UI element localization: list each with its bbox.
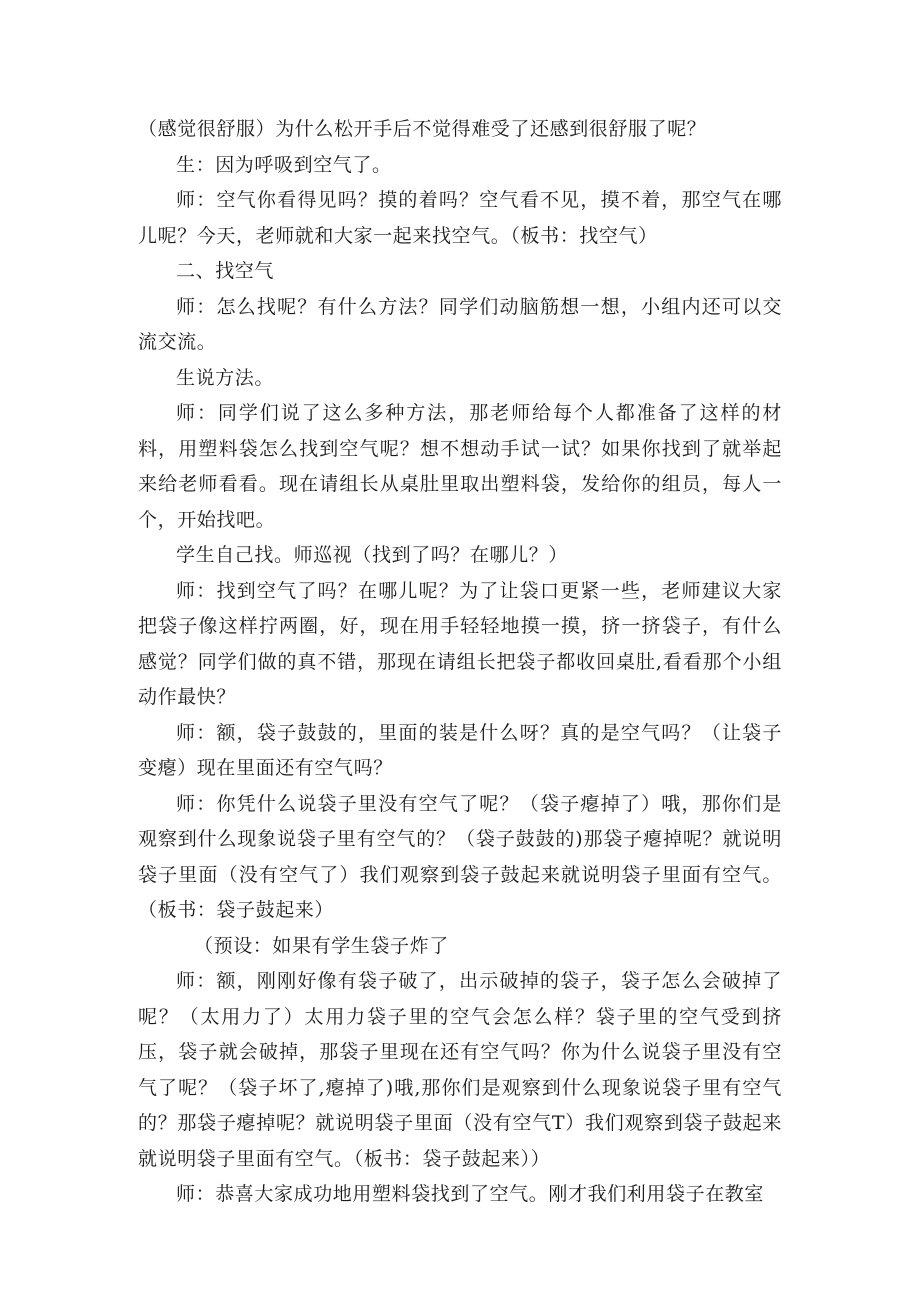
paragraph-5: 师：怎么找呢？有什么方法？同学们动脑筋想一想，小组内还可以交流交流。 bbox=[138, 295, 782, 353]
paragraph-12: （预设：如果有学生袋子炸了 bbox=[194, 934, 449, 957]
paragraph-2: 生：因为呼吸到空气了。 bbox=[176, 153, 392, 176]
paragraph-1: （感觉很舒服）为什么松开手后不觉得难受了还感到很舒服了呢？ bbox=[138, 118, 707, 140]
paragraph-7: 师：同学们说了这么多种方法，那老师给每个人都准备了这样的材料，用塑料袋怎么找到空气呢？想不想动手试一试？如果你找到了就举起来给老师看看。现在请组长从桌肚里取出塑料袋，发给你的组员，每人一个，开始找吧。 bbox=[138, 402, 782, 531]
paragraph-3: 师：空气你看得见吗？摸的着吗？空气看不见，摸不着，那空气在哪儿呢？今天，老师就和大家一起来找空气。（板书：找空气） bbox=[138, 189, 782, 247]
paragraph-10: 师：额，袋子鼓鼓的，里面的装是什么呀？真的是空气吗？（让袋子变瘪）现在里面还有空气吗？ bbox=[138, 721, 782, 779]
paragraph-6: 生说方法。 bbox=[176, 366, 275, 389]
paragraph-9: 师：找到空气了吗？在哪儿呢？为了让袋口更紧一些，老师建议大家把袋子像这样拧两圈，好，现在用手轻轻地摸一摸，挤一挤袋子，有什么感觉？同学们做的真不错，那现在请组长把袋子都收回桌肚,看看那个小组动作最快？ bbox=[138, 579, 782, 708]
document-body bbox=[138, 112, 782, 1213]
paragraph-11: 师：你凭什么说袋子里没有空气了呢？（袋子瘪掉了）哦，那你们是观察到什么现象说袋子里有空气的？（袋子鼓鼓的)那袋子瘪掉呢？就说明袋子里面（没有空气了）我们观察到袋子鼓起来就说明袋子里面有空气。（板书：袋子鼓起来） bbox=[138, 792, 782, 921]
paragraph-13: 师：额，刚刚好像有袋子破了，出示破掉的袋子，袋子怎么会破掉了呢？（太用力了）太用力袋子里的空气会怎么样？袋子里的空气受到挤压，袋子就会破掉，那袋子里现在还有空气吗？你为什么说袋子里没有空气了呢？（袋子坏了,瘪掉了)哦,那你们是观察到什么现象说袋子里有空气的？那袋子瘪掉呢？就说明袋子里面（没有空气T）我们观察到袋子鼓起来就说明袋子里面有空气。（板书：袋子鼓起来）） bbox=[138, 970, 782, 1170]
section-heading-find-air: 二、找空气 bbox=[176, 260, 275, 282]
paragraph-8: 学生自己找。师巡视（找到了吗？在哪儿？） bbox=[176, 544, 569, 566]
paragraph-14: 师：恭喜大家成功地用塑料袋找到了空气。刚才我们利用袋子在教室 bbox=[176, 1183, 765, 1205]
